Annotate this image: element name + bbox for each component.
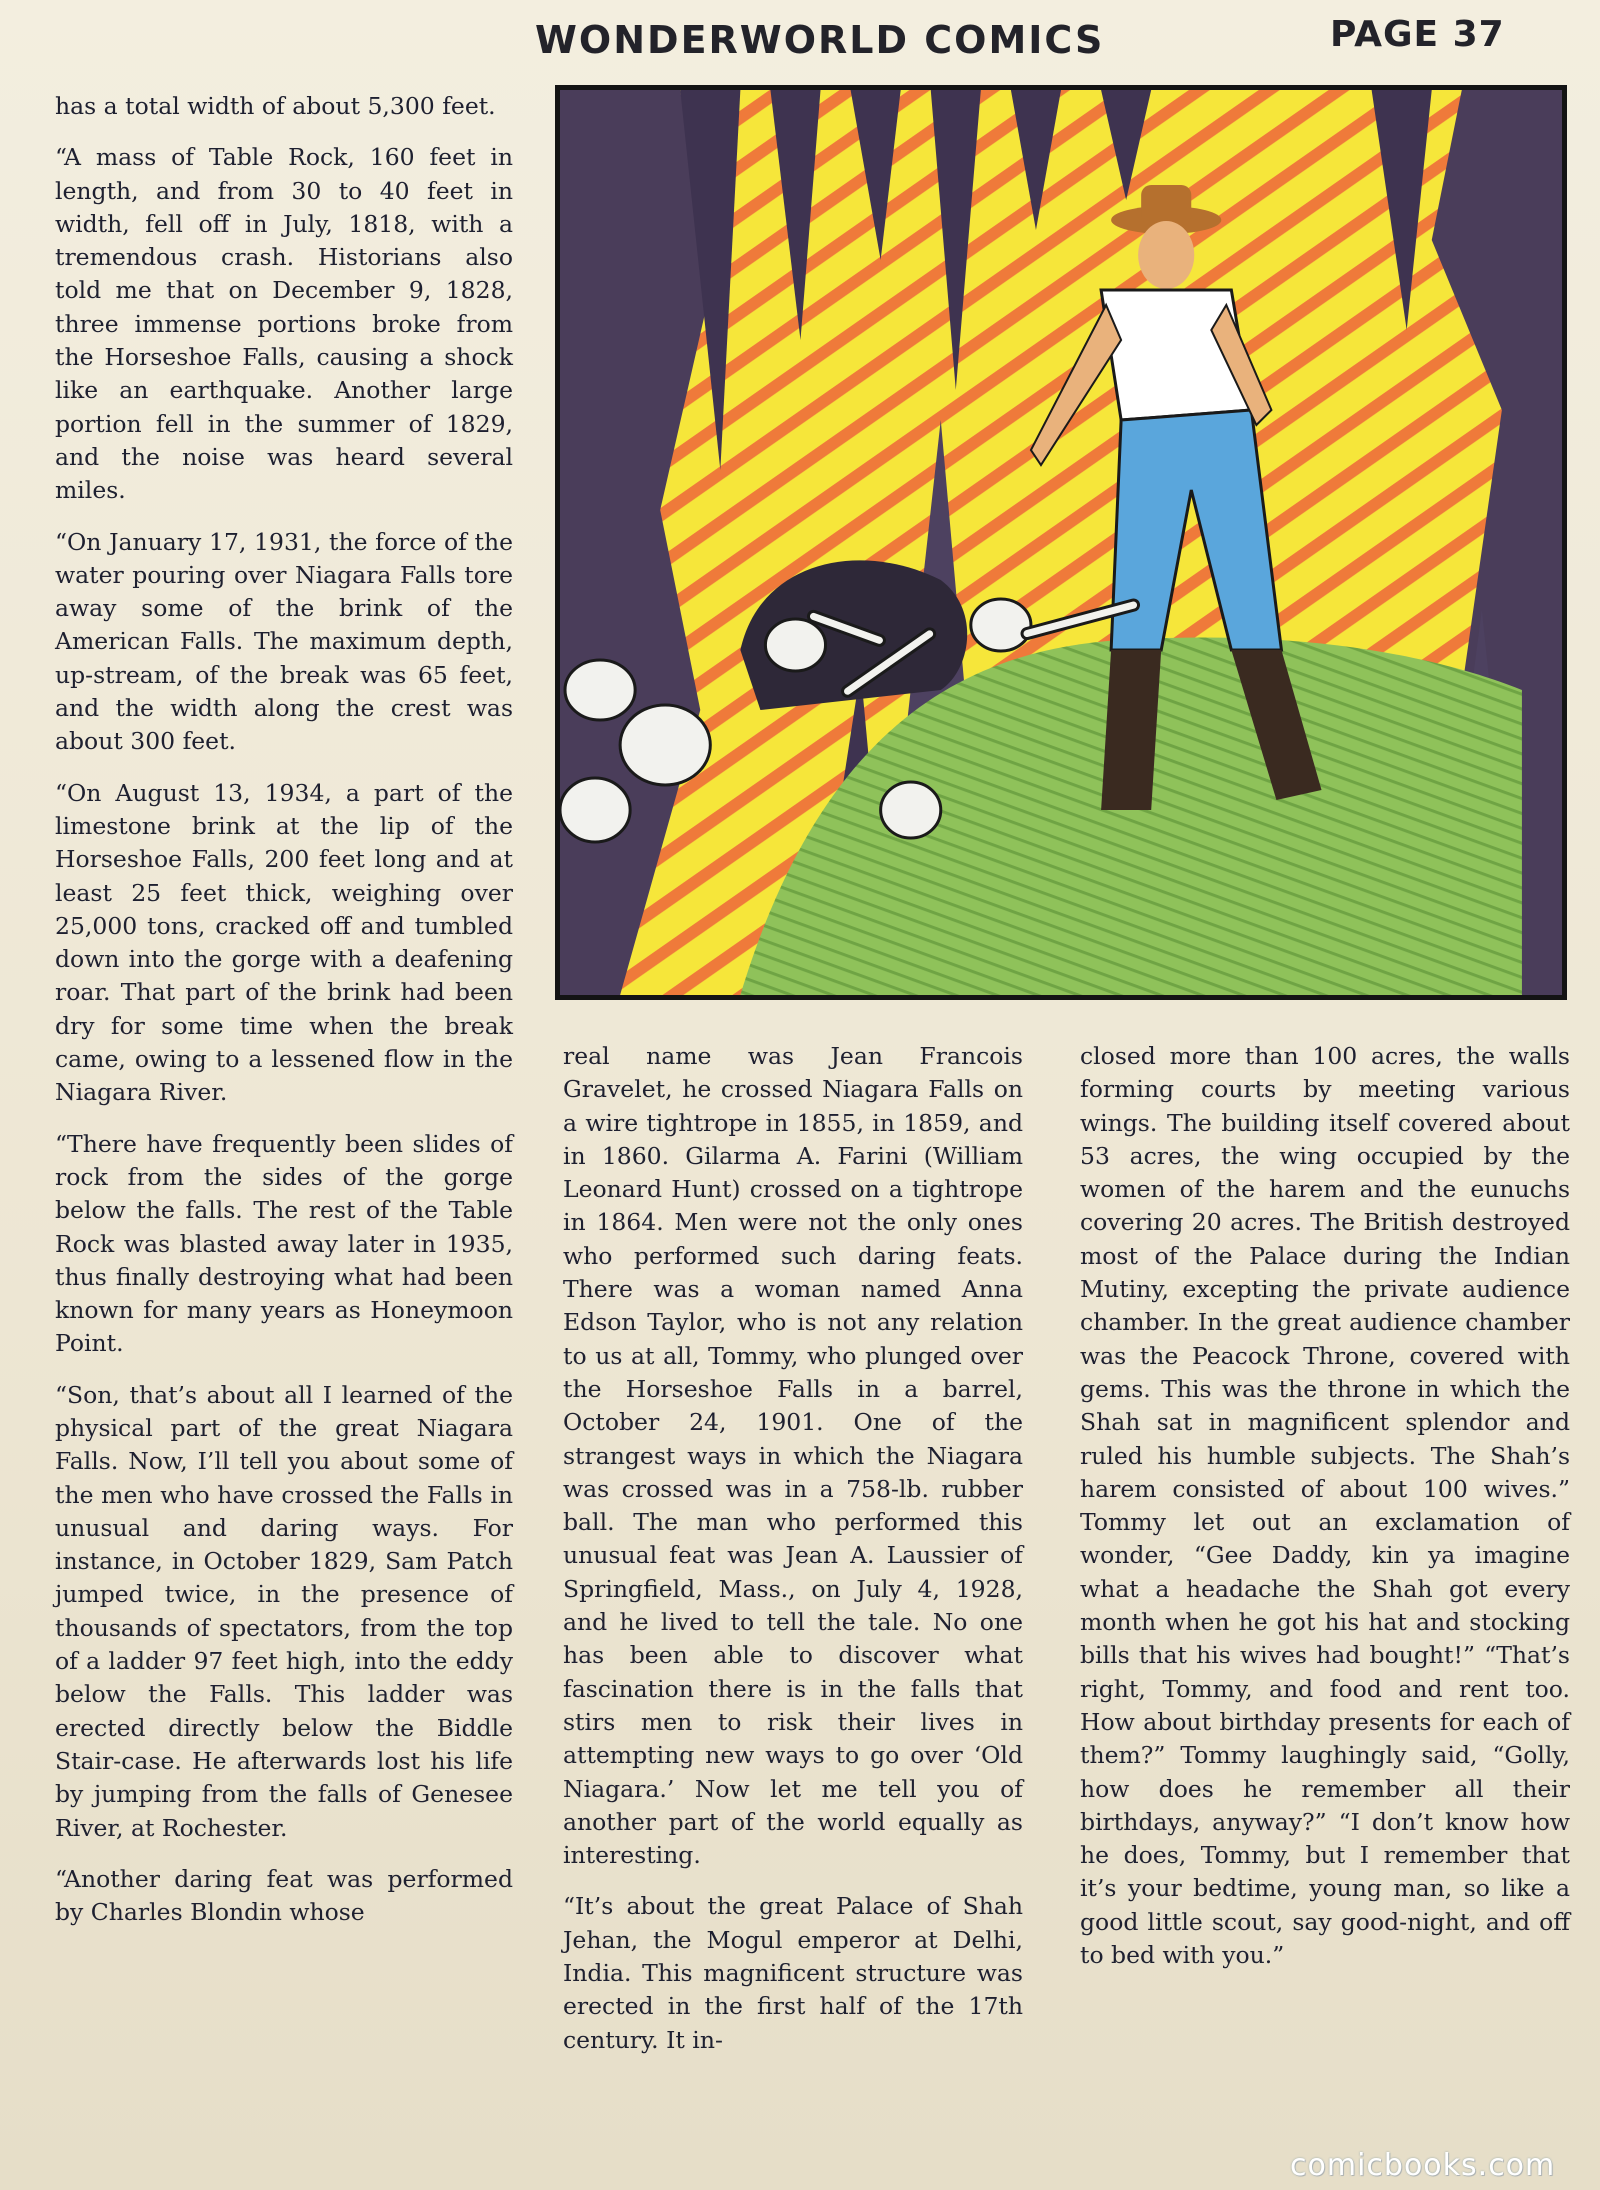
paragraph: closed more than 100 acres, the walls forming courts by meeting various wings. The building itself covered about 53 acres, the wing occupied by the women of the harem and the eunuchs covering 20 acres. The British destroyed most of the Palace during the Indian Mutiny, excepting the private audience chamber. In the great audience chamber was the Peacock Throne, covered with gems. This was the throne in which the Shah sat in magnificent splendor and ruled his humble subjects. The Shah’s harem consisted of about 100 wives.” Tommy let out an exclamation of wonder, “Gee Daddy, kin ya imagine what a headache the Shah got every month when he got his hat and stocking bills that his wives had bought!” “That’s right, Tommy, and food and rent too. How about birthday presents for each of them?” Tommy laughingly said, “Golly, how does he remember all their birthdays, anyway?” “I don’t know how he does, Tommy, but I remember that it’s your bedtime, young man, so like a good little scout, say good-night, and off to bed with you.” <box>1080 1042 1570 1970</box>
cave-explorer-illustration <box>560 90 1562 995</box>
site-watermark: comicbooks.com <box>1290 2148 1556 2183</box>
paragraph: “Son, that’s about all I learned of the physical part of the great Niagara Falls. Now, I’ll tell you about some of the men who have crossed the Falls in unusual and daring ways. For instance, in October 1829, Sam Patch jumped twice, in the presence of thousands of spectators, from the top of a ladder 97 feet high, into the eddy below the Falls. This ladder was erected directly below the Biddle Stair-case. He afterwards lost his life by jumping from the falls of Genesee River, at Rochester. <box>55 1380 513 1842</box>
text-column-right <box>1080 1040 1570 1972</box>
paragraph: “There have frequently been slides of rock from the sides of the gorge below the falls. The rest of the Table Rock was blasted away later in 1935, thus finally destroying what had been known for many years as Honeymoon Point. <box>55 1129 513 1358</box>
paragraph: “Another daring feat was performed by Charles Blondin whose <box>55 1864 513 1927</box>
text-column-left <box>55 90 513 1929</box>
comic-panel-illustration <box>555 85 1567 1000</box>
paragraph: “It’s about the great Palace of Shah Jehan, the Mogul emperor at Delhi, India. This magnificent structure was erected in the first half of the 17th century. It in- <box>563 1892 1023 2054</box>
paragraph: “On January 17, 1931, the force of the water pouring over Niagara Falls tore away some of the brink of the American Falls. The maximum depth, up-stream, of the break was 65 feet, and the width along the crest was about 300 feet. <box>55 527 513 756</box>
paragraph: real name was Jean Francois Gravelet, he crossed Niagara Falls on a wire tightrope in 1855, in 1859, and in 1860. Gilarma A. Farini (William Leonard Hunt) crossed on a tightrope in 1864. Men were not the only ones who performed such daring feats. There was a woman named Anna Edson Taylor, who is not any relation to us at all, Tommy, who plunged over the Horseshoe Falls in a barrel, October 24, 1901. One of the strangest ways in which the Niagara was crossed was in a 758-lb. rubber ball. The man who performed this unusual feat was Jean A. Laussier of Springfield, Mass., on July 4, 1928, and he lived to tell the tale. No one has been able to discover what fascination there is in the falls that stirs men to risk their lives in attempting new ways to go over ‘Old Niagara.’ Now let me tell you of another part of the world equally as interesting. <box>563 1042 1023 1870</box>
paragraph: “On August 13, 1934, a part of the limestone brink at the lip of the Horseshoe Falls, 200 feet long and at least 25 feet thick, weighing over 25,000 tons, cracked off and tumbled down into the gorge with a deafening roar. That part of the brink had been dry for some time when the break came, owing to a lessened flow in the Niagara River. <box>55 778 513 1107</box>
text-column-middle <box>563 1040 1023 2057</box>
page-number: PAGE 37 <box>1330 14 1505 55</box>
paragraph: has a total width of about 5,300 feet. <box>55 92 496 120</box>
paragraph: “A mass of Table Rock, 160 feet in length, and from 30 to 40 feet in width, fell off in July, 1818, with a tremendous crash. Historians also told me that on December 9, 1828, three immense portions broke from the Horseshoe Falls, causing a shock like an earthquake. Another large portion fell in the summer of 1829, and the noise was heard several miles. <box>55 143 513 505</box>
magazine-title: WONDERWORLD COMICS <box>535 18 1105 62</box>
